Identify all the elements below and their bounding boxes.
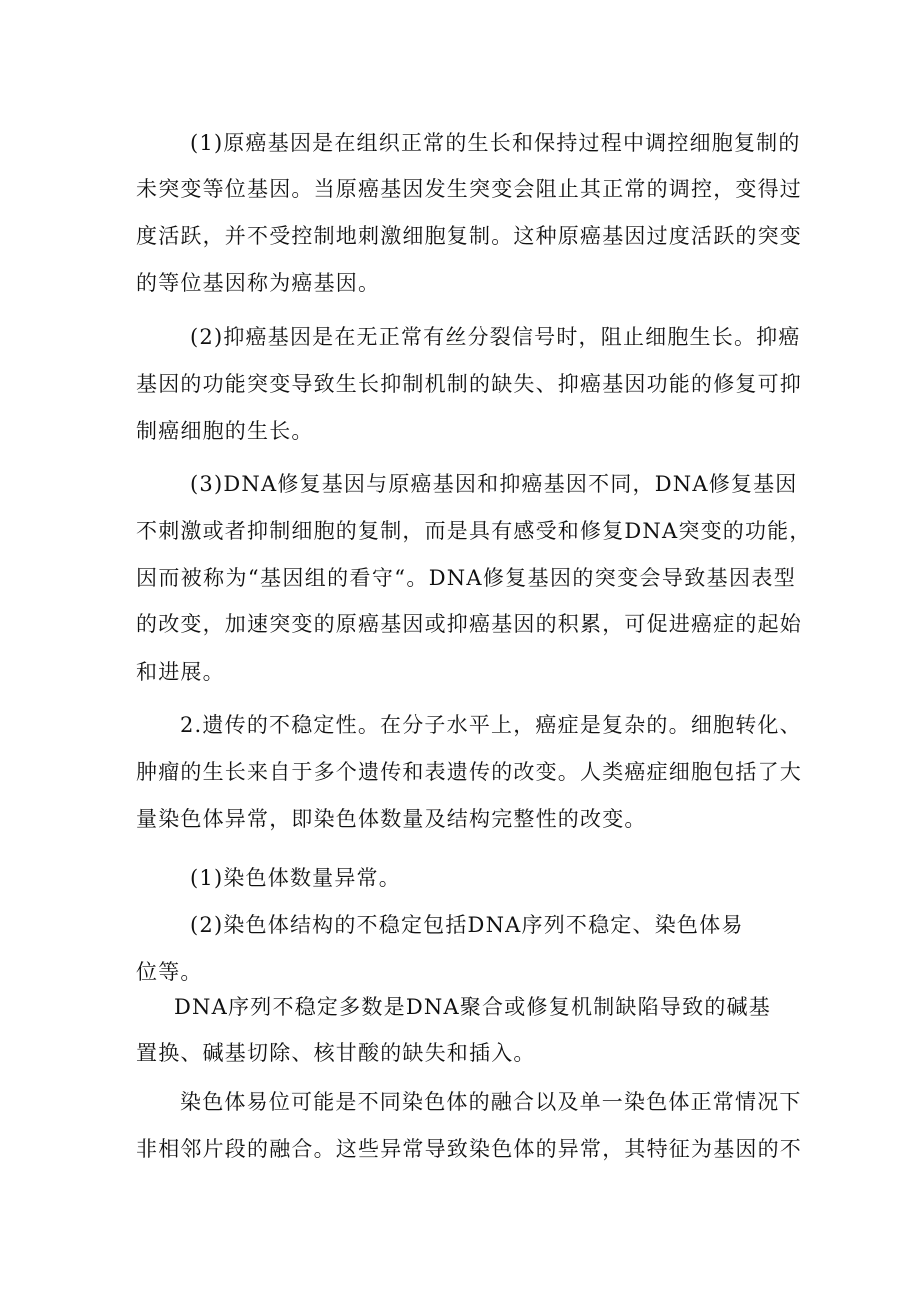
paragraph-4-line-2: 肿瘤的生长来自于多个遗传和表遗传的改变。人类癌症细胞包括了大 [136, 760, 802, 784]
paragraph-1-line-1: (1)原癌基因是在组织正常的生长和保持过程中调控细胞复制的 [190, 131, 801, 155]
paragraph-1-line-3: 度活跃，并不受控制地刺激细胞复制。这种原癌基因过度活跃的突变 [136, 224, 802, 248]
paragraph-1-line-2: 未突变等位基因。当原癌基因发生突变会阻止其正常的调控，变得过 [136, 177, 802, 201]
paragraph-2-line-3: 制癌细胞的生长。 [136, 419, 314, 443]
paragraph-3-line-4: 的改变，加速突变的原癌基因或抑癌基因的积累，可促进癌症的起始 [136, 612, 802, 636]
paragraph-3-line-5: 和进展。 [136, 660, 225, 684]
paragraph-3-line-1: (3)DNA修复基因与原癌基因和抑癌基因不同，DNA修复基因 [190, 472, 798, 496]
paragraph-3-line-2: 不刺激或者抑制细胞的复制，而是具有感受和修复DNA突变的功能， [136, 519, 812, 543]
paragraph-7-line-2: 置换、碱基切除、核甘酸的缺失和插入。 [136, 1041, 536, 1065]
paragraph-2-line-1: (2)抑癌基因是在无正常有丝分裂信号时，阻止细胞生长。抑癌 [190, 325, 801, 349]
paragraph-5-line-1: (1)染色体数量异常。 [190, 866, 401, 890]
paragraph-4-line-3: 量染色体异常，即染色体数量及结构完整性的改变。 [136, 807, 647, 831]
paragraph-6-line-1: (2)染色体结构的不稳定包括DNA序列不稳定、染色体易 [190, 913, 744, 937]
paragraph-4-line-1: 2.遗传的不稳定性。在分子水平上，癌症是复杂的。细胞转化、 [180, 713, 802, 737]
paragraph-2-line-2: 基因的功能突变导致生长抑制机制的缺失、抑癌基因功能的修复可抑 [136, 372, 802, 396]
paragraph-3-line-3: 因而被称为“基因组的看守“。DNA修复基因的突变会导致基因表型 [136, 566, 796, 590]
paragraph-1-line-4: 的等位基因称为癌基因。 [136, 271, 381, 295]
paragraph-8-line-2: 非相邻片段的融合。这些异常导致染色体的异常，其特征为基因的不 [136, 1137, 802, 1161]
paragraph-8-line-1: 染色体易位可能是不同染色体的融合以及单一染色体正常情况下 [180, 1090, 802, 1114]
paragraph-6-line-2: 位等。 [136, 960, 203, 984]
paragraph-7-line-1: DNA序列不稳定多数是DNA聚合或修复机制缺陷导致的碱基 [174, 995, 771, 1019]
